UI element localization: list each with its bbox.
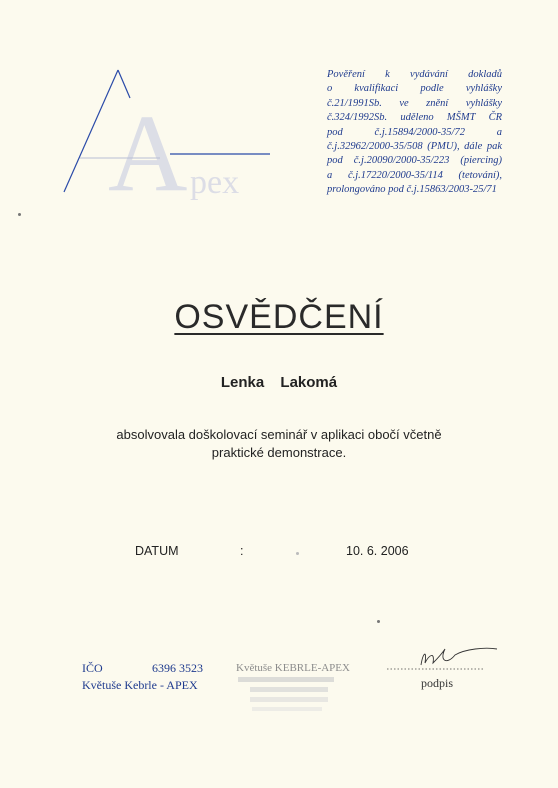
notice-line: č.21/1991Sb. ve znění vyhlášky (327, 97, 502, 109)
notice-line: pod č.j.15894/2000-35/72 a (327, 126, 502, 138)
certificate-text (100, 426, 458, 462)
date-value: 10. 6. 2006 (346, 544, 409, 558)
paper-speck (377, 620, 380, 623)
paper-speck (296, 552, 299, 555)
company-stamp (234, 659, 354, 719)
notice-line: pod č.j.20090/2000-35/223 (piercing) (327, 155, 502, 167)
apex-logo-graphic (60, 68, 290, 208)
notice-line: prolongováno pod č.j.15863/2003-25/71 (327, 184, 497, 196)
certificate-text-line2: praktické demonstrace. (211, 445, 347, 460)
authorization-notice (327, 68, 502, 198)
paper-speck (18, 213, 21, 216)
date-label: DATUM (135, 544, 179, 558)
notice-line: č.j.32962/2000-35/508 (PMU), dále pak (327, 141, 502, 153)
stamp-graphic (234, 659, 354, 719)
notice-line: č.324/1992Sb. uděleno MŠMT ČR (327, 112, 502, 124)
ico-label: IČO (82, 661, 103, 675)
notice-line: a č.j.17220/2000-35/114 (tetování), (327, 169, 502, 181)
notice-line: o kvalifikaci podle vyhlášky (327, 83, 502, 95)
signature-label: podpis (421, 676, 454, 690)
recipient-name: Lenka Lakomá (220, 374, 338, 391)
date-separator: : (240, 544, 244, 558)
ico-value: 6396 3523 (152, 661, 203, 675)
notice-line: Pověření k vydávání dokladů (327, 69, 502, 80)
company-name: Květuše Kebrle - APEX (82, 678, 198, 692)
certificate-title: OSVĚDČENÍ (174, 298, 384, 336)
svg-text:pex: pex (190, 164, 240, 201)
svg-text:A: A (108, 92, 188, 208)
ico-row (82, 660, 203, 677)
apex-logo (60, 68, 290, 208)
certificate-text-line1: absolvovala doškolovací seminář v aplikaci obočí včetně (116, 427, 442, 442)
company-info (82, 660, 203, 694)
stamp-title: Květuše KEBRLE-APEX (236, 662, 350, 674)
